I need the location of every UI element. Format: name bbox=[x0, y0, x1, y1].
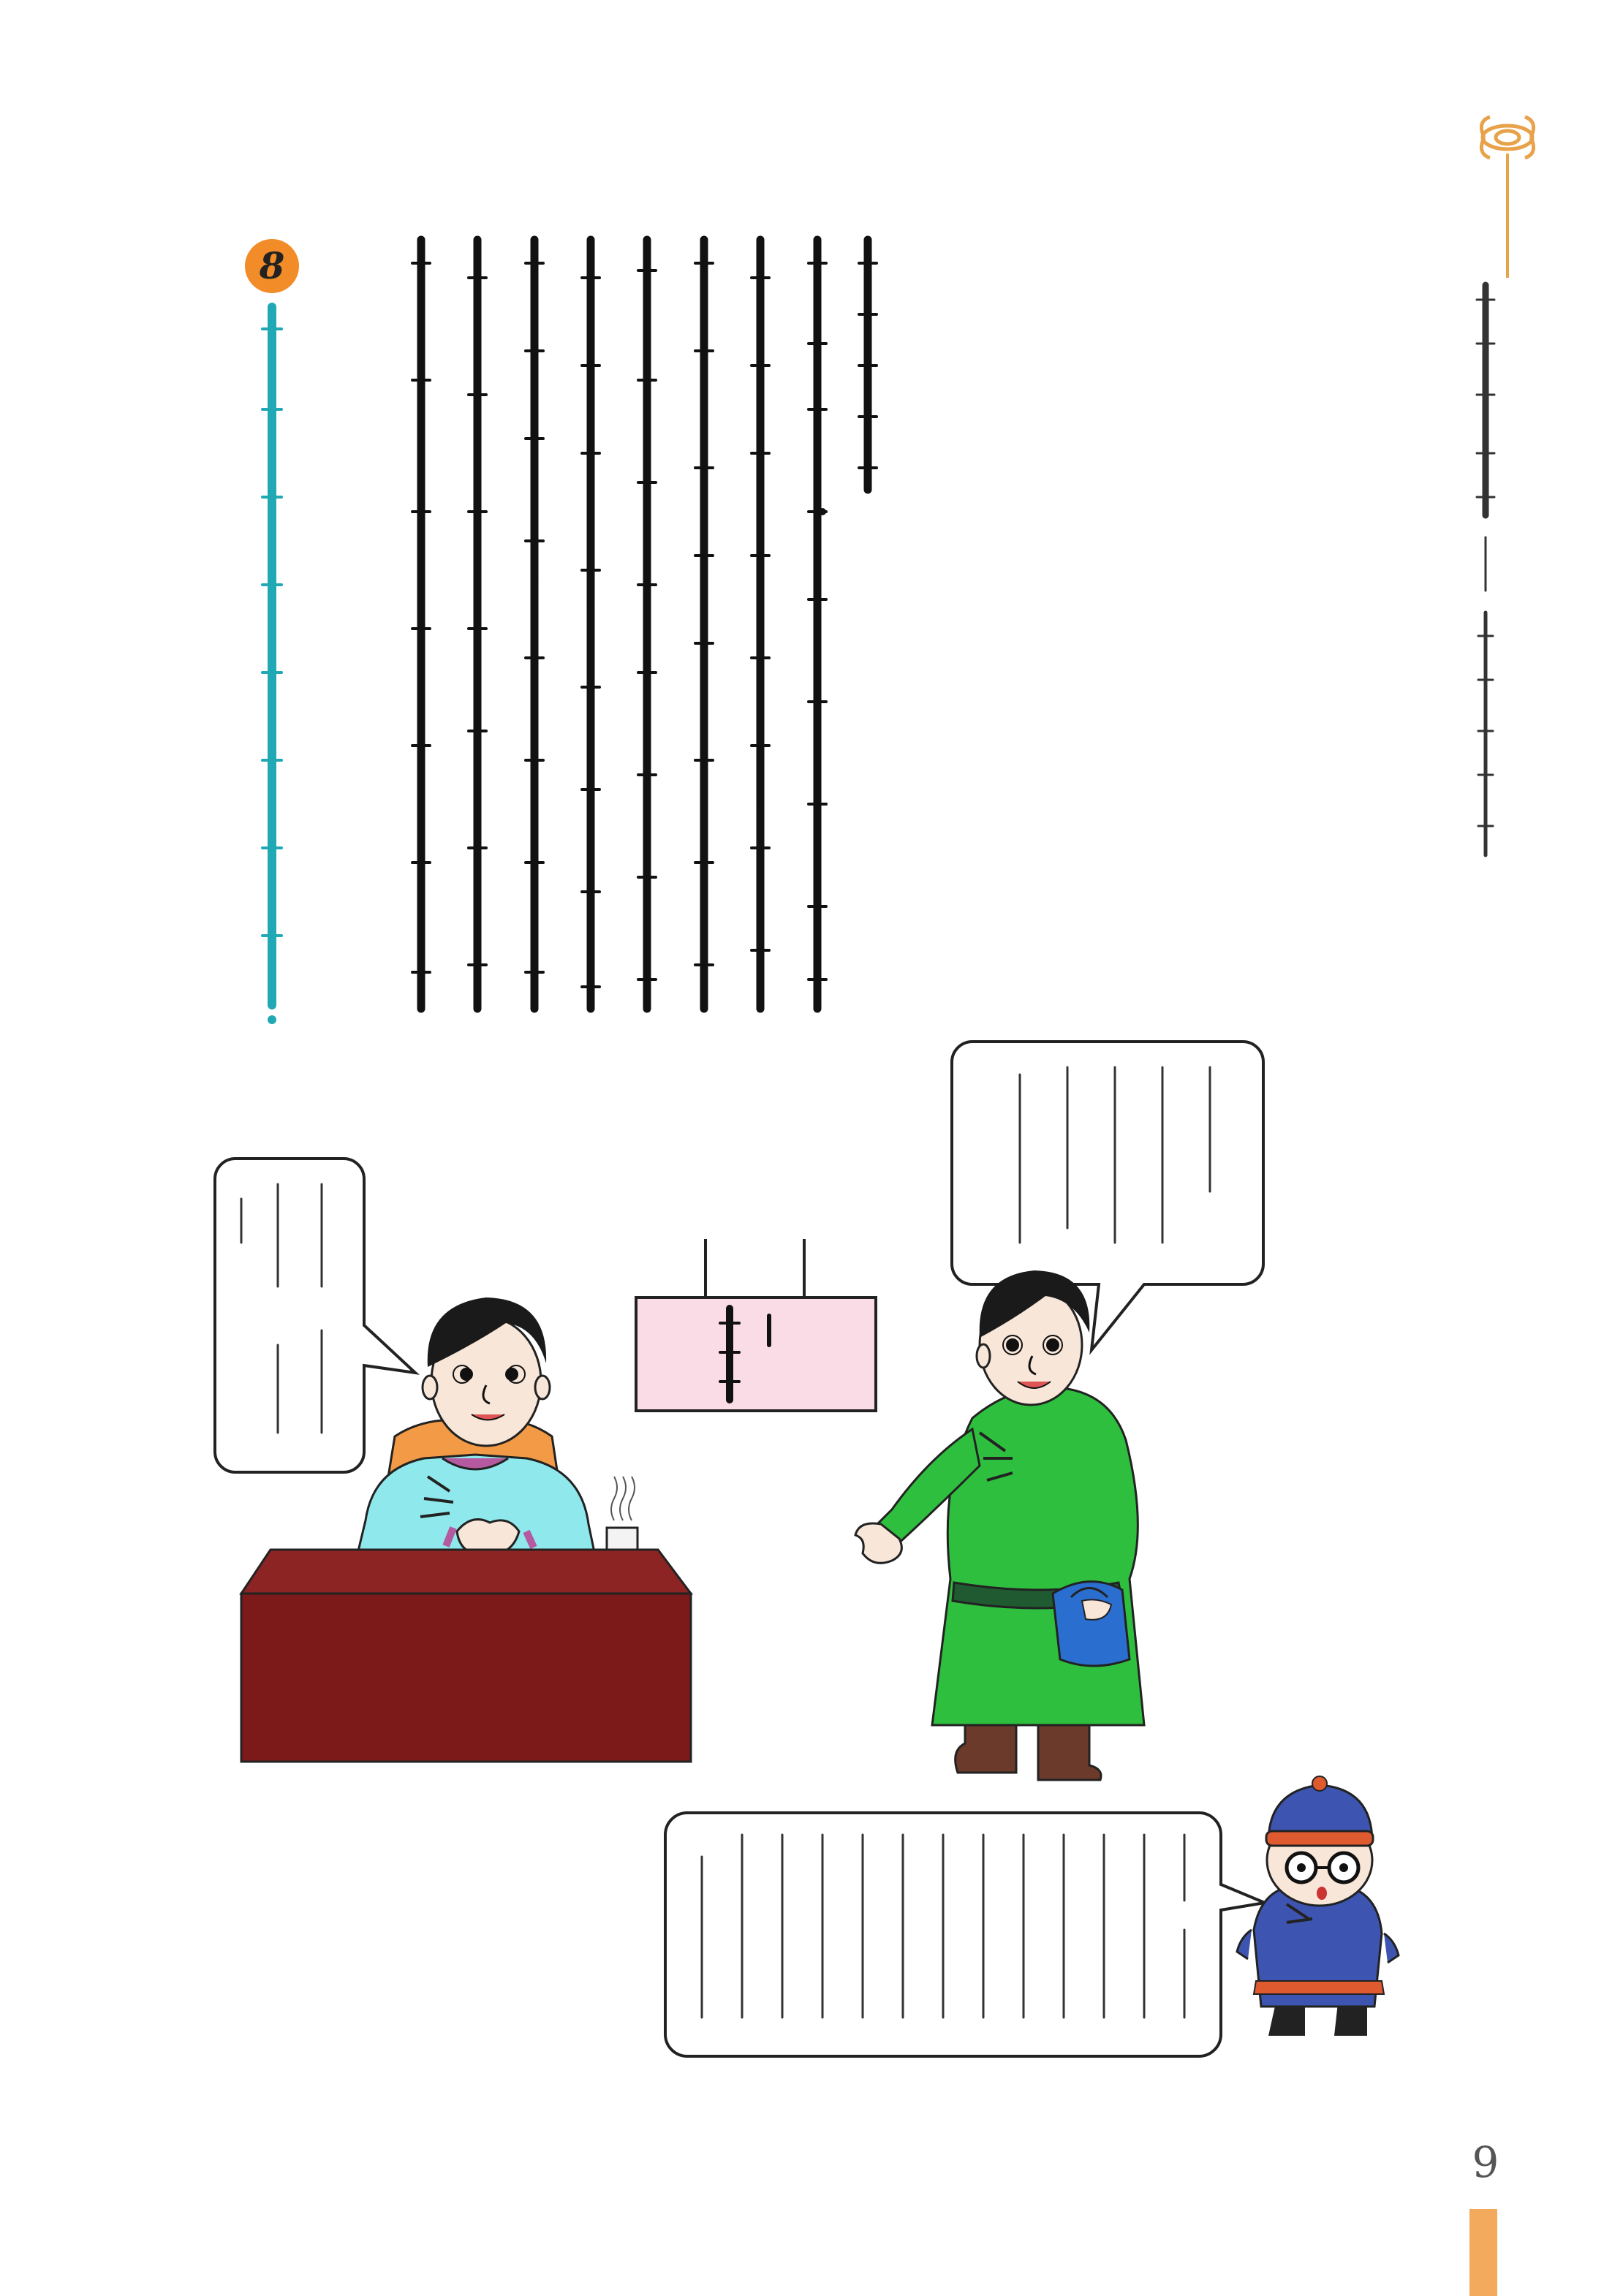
question-number-badge: 8 bbox=[245, 239, 299, 293]
child-illustration bbox=[1237, 1776, 1399, 2036]
knot-ornament-icon bbox=[1481, 117, 1533, 278]
speech-bubble-seated-man bbox=[215, 1159, 415, 1472]
question-text bbox=[262, 307, 281, 1024]
page-edge-tab bbox=[1469, 2209, 1497, 2296]
page-number: 9 bbox=[1472, 2137, 1499, 2187]
standing-man-illustration bbox=[855, 1270, 1144, 1780]
office-sign bbox=[636, 1239, 876, 1411]
body-text-columns bbox=[412, 240, 877, 1009]
running-header-title bbox=[1477, 285, 1494, 855]
speech-bubble-child bbox=[665, 1813, 1265, 2056]
